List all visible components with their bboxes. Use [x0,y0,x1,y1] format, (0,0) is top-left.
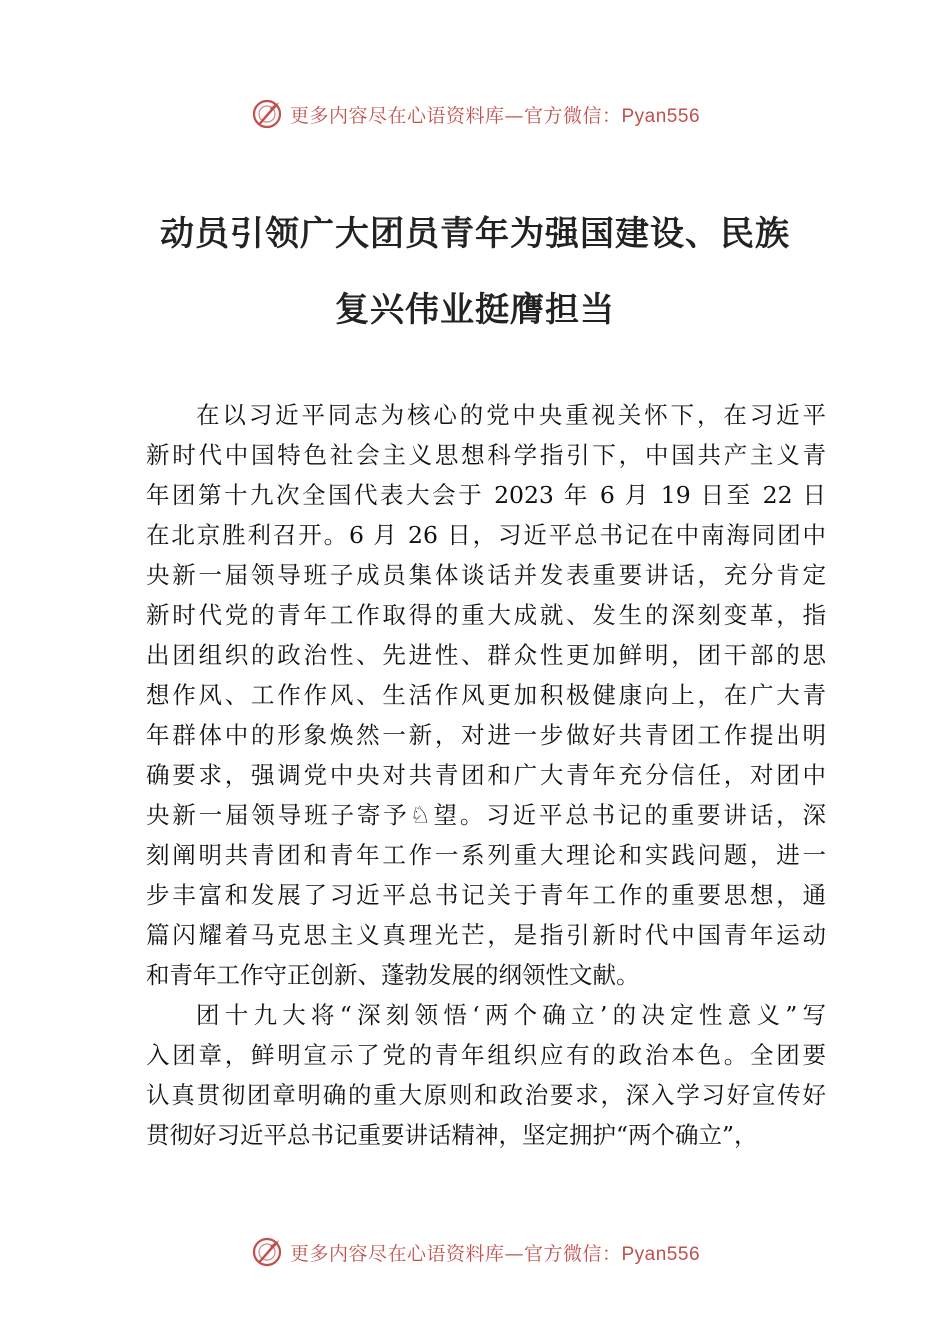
text-line: 新时代中国特色社会主义思想科学指引下，中国共产主义青 [146,441,826,469]
text-line: 认真贯彻团章明确的重大原则和政治要求，深入学习好宣传好 [146,1081,826,1109]
header-banner [0,94,950,134]
text-line: 央新一届领导班子寄予♘望。习近平总书记的重要讲话，深 [146,801,826,829]
banner-separator: — [504,1242,524,1265]
title-line-1: 动员引领广大团员青年为强国建设、民族 [160,214,790,254]
text-line: 年团第十九次全国代表大会于 2023 年 6 月 19 日至 22 日 [146,481,826,509]
quill-seal-icon [250,97,284,131]
text-line: 团十九大将“深刻领悟‘两个确立’的决定性意义”写 [196,1001,826,1029]
document-body [146,395,826,1155]
banner-site-name: 更多内容尽在心语资料库 [289,104,505,127]
text-line: 确要求，强调党中央对共青团和广大青年充分信任，对团中 [146,761,826,789]
text-line: 步丰富和发展了习近平总书记关于青年工作的重要思想，通 [146,881,826,909]
text-line: 刻阐明共青团和青年工作一系列重大理论和实践问题，进一 [146,841,826,869]
banner-wechat-id: Pyan556 [621,1243,701,1265]
footer-banner [0,1232,950,1272]
banner-text [290,1239,700,1266]
banner-wechat-id: Pyan556 [621,105,701,127]
text-line: 年群体中的形象焕然一新，对进一步做好共青团工作提出明 [146,721,826,749]
text-line: 贯彻好习近平总书记重要讲话精神，坚定拥护“两个确立”， [146,1121,758,1149]
text-line: 出团组织的政治性、先进性、群众性更加鲜明，团干部的思 [146,641,826,669]
text-line: 和青年工作守正创新、蓬勃发展的纲领性文献。 [146,961,640,989]
paragraph-1 [146,395,826,995]
text-line: 入团章，鲜明宣示了党的青年组织应有的政治本色。全团要 [146,1041,826,1069]
text-line: 想作风、工作作风、生活作风更加积极健康向上，在广大青 [146,681,826,709]
document-title [100,196,850,348]
text-line: 篇闪耀着马克思主义真理光芒，是指引新时代中国青年运动 [146,921,826,949]
text-line: 央新一届领导班子成员集体谈话并发表重要讲话，充分肯定 [146,561,826,589]
banner-text [290,101,700,128]
text-line: 在以习近平同志为核心的党中央重视关怀下，在习近平 [196,401,826,429]
paragraph-2 [146,995,826,1155]
text-line: 在北京胜利召开。6 月 26 日，习近平总书记在中南海同团中 [146,521,826,549]
quill-seal-icon [250,1235,284,1269]
banner-wechat-label: 官方微信： [523,1242,622,1265]
text-line: 新时代党的青年工作取得的重大成就、发生的深刻变革，指 [146,601,826,629]
banner-site-name: 更多内容尽在心语资料库 [289,1242,505,1265]
banner-separator: — [504,104,524,127]
title-line-2: 复兴伟业挺膺担当 [335,290,615,330]
banner-wechat-label: 官方微信： [523,104,622,127]
